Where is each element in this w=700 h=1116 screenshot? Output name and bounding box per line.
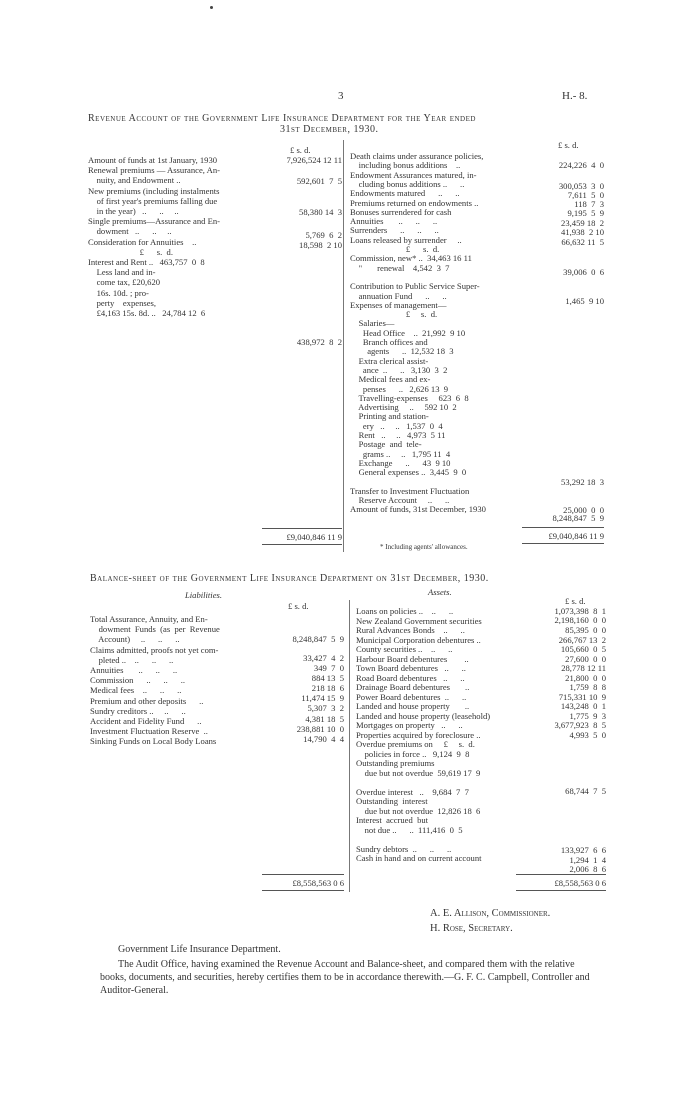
revenue-left-line: dowment .. .. .. xyxy=(88,226,172,237)
revenue-right-amount: 7,611 5 0 xyxy=(567,190,604,200)
audit-certificate: The Audit Office, having examined the Revenue Account and Balance-sheet, and compared them with the relative books, documents, and securities, hereby certifies them to be in accordance therewith.—G. F. C. Campbell, Controller and Auditor-General. xyxy=(100,959,590,996)
assets-line: Drainage Board debentures .. xyxy=(356,682,470,692)
revenue-right-amount: 39,006 0 6 xyxy=(563,267,604,277)
revenue-left-amount: 592,601 7 5 xyxy=(296,176,342,186)
liabilities-line: Investment Fluctuation Reserve .. xyxy=(90,726,208,737)
assets-line: Loans on policies .. .. .. xyxy=(356,606,454,616)
revenue-right-total: £9,040,846 11 9 xyxy=(548,531,604,541)
closing-department: Government Life Insurance Department. xyxy=(118,944,281,955)
revenue-right-line: £ s. d. xyxy=(350,244,440,254)
revenue-right-line: Expenses of management— xyxy=(350,299,447,310)
liabilities-line: Total Assurance, Annuity, and En- xyxy=(90,614,208,624)
assets-line: County securities .. .. .. xyxy=(356,644,453,654)
liabilities-amount: 33,427 4 2 xyxy=(303,653,344,663)
revenue-left-total-rule2 xyxy=(262,544,342,545)
revenue-right-line: Endowments matured .. .. xyxy=(350,188,460,199)
revenue-left-line: £ s. d. xyxy=(88,246,173,257)
revenue-right-line: Rent .. .. 4,973 5 11 xyxy=(350,430,446,440)
revenue-left-amount: 5,769 6 2 xyxy=(305,230,342,240)
revenue-right-line: Death claims under assurance policies, xyxy=(350,151,484,161)
revenue-right-line: Reserve Account .. .. xyxy=(350,495,450,506)
liabilities-amount: 4,381 18 5 xyxy=(305,714,344,724)
assets-amount: 2,198,160 0 0 xyxy=(554,615,606,625)
revenue-left-amount: 58,380 14 3 xyxy=(299,207,342,217)
revenue-right-line: agents .. 12,532 18 3 xyxy=(350,346,454,357)
liabilities-amount: 238,881 10 0 xyxy=(296,724,344,734)
liabilities-line: Annuities .. .. .. xyxy=(90,665,178,675)
liabilities-line: pleted .. .. .. .. xyxy=(90,654,174,665)
revenue-right-line: " renewal 4,542 3 7 xyxy=(350,262,450,273)
assets-line: Town Board debentures .. .. xyxy=(356,663,466,673)
revenue-right-line: annuation Fund .. .. xyxy=(350,290,447,301)
assets-col-header: £ s. d. xyxy=(565,596,586,606)
revenue-right-line: ance .. .. 3,130 3 2 xyxy=(350,364,448,375)
liabilities-header: Liabilities. xyxy=(185,590,223,600)
revenue-right-amount: 8,248,847 5 9 xyxy=(552,513,604,523)
liabilities-line: Medical fees .. .. .. xyxy=(90,685,182,696)
liabilities-amount: 11,474 15 9 xyxy=(301,693,344,703)
signature-commissioner: A. E. Allison, Commissioner. xyxy=(430,908,551,919)
liabilities-col-header: £ s. d. xyxy=(288,601,309,611)
assets-amount: 1,775 9 3 xyxy=(569,711,606,721)
revenue-left-line: Less land and in- xyxy=(88,267,156,278)
revenue-right-line: Bonuses surrendered for cash xyxy=(350,206,452,217)
revenue-right-line: Premiums returned on endowments .. xyxy=(350,197,479,208)
revenue-center-divider xyxy=(343,140,344,552)
assets-line: Rural Advances Bonds .. .. xyxy=(356,625,465,635)
liabilities-line: dowment Funds (as per Revenue xyxy=(90,624,220,635)
revenue-right-total-rule2 xyxy=(522,543,604,544)
revenue-right-line: Advertising .. 592 10 2 xyxy=(350,402,457,413)
revenue-right-line: Salaries— xyxy=(350,318,395,329)
page-number: 3 xyxy=(338,90,344,102)
revenue-left-amount: 7,926,524 12 11 xyxy=(286,155,342,165)
revenue-right-amount: 224,226 4 0 xyxy=(558,160,604,170)
revenue-left-line: nuity, and Endowment .. xyxy=(88,175,181,186)
assets-line: due but not overdue 12,826 18 6 xyxy=(356,805,481,816)
liabilities-amount: 8,248,847 5 9 xyxy=(292,634,344,644)
revenue-left-line: Interest and Rent .. 463,757 0 8 xyxy=(88,257,205,267)
balance-title: Balance-sheet of the Government Life Insurance Department on 31st December, 1930. xyxy=(90,573,489,584)
assets-line: Municipal Corporation debentures .. xyxy=(356,634,481,645)
revenue-left-line: come tax, £20,620 xyxy=(88,277,161,288)
revenue-right-line: Amount of funds, 31st December, 1930 xyxy=(350,504,486,515)
assets-line: Cash in hand and on current account xyxy=(356,853,482,863)
assets-line: Outstanding interest xyxy=(356,796,428,806)
revenue-right-line: Commission, new* .. 34,463 16 11 xyxy=(350,253,472,264)
revenue-right-line: Exchange .. 43 9 10 xyxy=(350,457,451,468)
revenue-right-line: General expenses .. 3,445 9 0 xyxy=(350,467,467,478)
revenue-left-line: 16s. 10d. ; pro- xyxy=(88,287,149,298)
assets-amount: 21,800 0 0 xyxy=(565,673,606,683)
revenue-right-line: Head Office .. 21,992 9 10 xyxy=(350,327,466,338)
revenue-right-line: Extra clerical assist- xyxy=(350,355,429,366)
revenue-left-amount: 18,598 2 10 xyxy=(299,240,342,250)
revenue-left-total-rule xyxy=(262,528,342,529)
assets-amount: 105,660 0 5 xyxy=(560,644,606,654)
revenue-left-line: £4,163 15s. 8d. .. 24,784 12 6 xyxy=(88,308,206,318)
assets-amount: 2,006 8 6 xyxy=(569,864,606,874)
assets-line: Power Board debentures .. .. xyxy=(356,691,467,702)
balance-center-divider xyxy=(349,600,350,892)
assets-amount: 1,073,398 8 1 xyxy=(554,606,606,616)
signature-secretary: H. Rose, Secretary. xyxy=(430,923,513,934)
liabilities-line: Accident and Fidelity Fund .. xyxy=(90,716,202,726)
document-reference: H.- 8. xyxy=(562,90,588,102)
revenue-right-line: Medical fees and ex- xyxy=(350,374,431,385)
liabilities-amount: 14,790 4 4 xyxy=(303,734,344,744)
assets-amount: 266,767 13 2 xyxy=(558,635,606,645)
revenue-right-amount: 41,938 2 10 xyxy=(561,227,604,237)
revenue-right-amount: 300,053 3 0 xyxy=(558,181,604,191)
revenue-right-line: including bonus additions .. xyxy=(350,160,461,171)
revenue-right-amount: 9,195 5 9 xyxy=(567,208,604,218)
revenue-right-amount: 53,292 18 3 xyxy=(561,477,604,487)
liabilities-amount: 349 7 0 xyxy=(313,663,344,673)
assets-total-rule2 xyxy=(516,890,606,891)
revenue-left-col-header: £ s. d. xyxy=(290,145,311,155)
assets-amount: 133,927 6 6 xyxy=(560,845,606,855)
assets-amount: 68,744 7 5 xyxy=(565,786,606,796)
revenue-left-line: Renewal premiums — Assurance, An- xyxy=(88,165,220,176)
assets-line: due but not overdue 59,619 17 9 xyxy=(356,767,481,778)
revenue-footnote: * Including agents' allowances. xyxy=(380,543,468,551)
assets-header: Assets. xyxy=(428,587,452,597)
liabilities-total-rule2 xyxy=(262,890,344,891)
assets-amount: 3,677,923 8 5 xyxy=(554,720,606,730)
revenue-title-date: 31st December, 1930. xyxy=(280,124,379,135)
revenue-left-line: Single premiums—Assurance and En- xyxy=(88,216,220,227)
assets-line: Interest accrued but xyxy=(356,815,429,825)
revenue-right-line: penses .. 2,626 13 9 xyxy=(350,383,449,394)
liabilities-line: Premium and other deposits .. xyxy=(90,695,204,706)
assets-line: not due .. .. 111,416 0 5 xyxy=(356,824,463,835)
assets-amount: 27,600 0 0 xyxy=(565,654,606,664)
revenue-right-line: Branch offices and xyxy=(350,337,428,347)
assets-line: policies in force .. 9,124 9 8 xyxy=(356,748,470,759)
revenue-right-line: Annuities .. .. .. xyxy=(350,216,438,227)
revenue-left-line: New premiums (including instalments xyxy=(88,185,220,196)
revenue-right-line: Contribution to Public Service Super- xyxy=(350,281,480,292)
assets-line: New Zealand Government securities xyxy=(356,615,482,626)
assets-line: Road Board debentures .. .. xyxy=(356,672,465,683)
assets-total-rule xyxy=(516,874,606,875)
assets-line: Landed and house property (leasehold) xyxy=(356,710,491,721)
revenue-right-line: Postage and tele- xyxy=(350,439,422,450)
assets-line: Sundry debtors .. .. .. xyxy=(356,843,452,854)
assets-line: Properties acquired by foreclosure .. xyxy=(356,729,481,740)
revenue-right-line: Printing and station- xyxy=(350,411,429,422)
assets-amount: 28,778 12 11 xyxy=(561,663,606,673)
revenue-right-amount: 118 7 3 xyxy=(574,199,604,209)
revenue-left-line: Amount of funds at 1st January, 1930 xyxy=(88,155,218,165)
revenue-right-total-rule xyxy=(522,527,604,528)
revenue-right-amount: 25,000 0 0 xyxy=(563,505,604,515)
revenue-right-amount: 66,632 11 5 xyxy=(561,237,604,247)
assets-line: Mortgages on property .. .. xyxy=(356,720,463,730)
revenue-right-line: £ s. d. xyxy=(350,309,438,320)
liabilities-amount: 218 18 6 xyxy=(311,683,344,693)
revenue-right-line: cluding bonus additions .. .. xyxy=(350,178,465,189)
revenue-left-line: in the year) .. .. .. xyxy=(88,206,179,216)
assets-amount: 1,759 8 8 xyxy=(569,682,606,692)
revenue-right-amount: 1,465 9 10 xyxy=(565,296,604,306)
liabilities-amount: 5,307 3 2 xyxy=(307,703,344,713)
revenue-right-line: Loans released by surrender .. xyxy=(350,234,462,245)
assets-total: £8,558,563 0 6 xyxy=(554,878,606,888)
revenue-left-total: £9,040,846 11 9 xyxy=(286,532,342,542)
revenue-left-amount: 438,972 8 2 xyxy=(296,337,342,347)
revenue-right-line: Endowment Assurances matured, in- xyxy=(350,169,477,180)
assets-amount: 4,993 5 0 xyxy=(569,730,606,740)
liabilities-line: Sinking Funds on Local Body Loans xyxy=(90,736,217,747)
assets-line: Landed and house property .. xyxy=(356,701,470,711)
liabilities-line: Commission .. .. .. xyxy=(90,675,186,686)
revenue-right-line: Travelling-expenses 623 6 8 xyxy=(350,392,469,403)
liabilities-total-rule xyxy=(262,874,344,875)
revenue-left-line: perty expenses, xyxy=(88,297,157,308)
revenue-title: Revenue Account of the Government Life Insurance Department for the Year ended xyxy=(88,113,476,124)
liabilities-line: Claims admitted, proofs not yet com- xyxy=(90,644,219,655)
liabilities-total: £8,558,563 0 6 xyxy=(292,878,344,888)
assets-amount: 143,248 0 1 xyxy=(560,701,606,711)
revenue-right-amount: 23,459 18 2 xyxy=(561,218,604,228)
liabilities-amount: 884 13 5 xyxy=(311,673,344,683)
assets-line: Overdue premiums on £ s. d. xyxy=(356,739,475,749)
liabilities-line: Account) .. .. .. xyxy=(90,634,180,645)
assets-line: Overdue interest .. 9,684 7 7 xyxy=(356,786,469,797)
speck-mark xyxy=(210,6,213,9)
revenue-right-line: grams .. .. 1,795 11 4 xyxy=(350,448,451,459)
assets-amount: 85,395 0 0 xyxy=(565,625,606,635)
assets-amount: 1,294 1 4 xyxy=(569,855,606,865)
revenue-left-line: of first year's premiums falling due xyxy=(88,195,218,206)
revenue-right-line: Transfer to Investment Fluctuation xyxy=(350,485,470,496)
revenue-right-col-header: £ s. d. xyxy=(558,140,579,150)
assets-amount: 715,331 10 9 xyxy=(558,692,606,702)
revenue-right-line: ery .. .. 1,537 0 4 xyxy=(350,420,443,431)
revenue-right-line: Surrenders .. .. .. xyxy=(350,225,439,236)
assets-line: Outstanding premiums xyxy=(356,758,435,768)
liabilities-line: Sundry creditors .. .. .. xyxy=(90,705,186,716)
assets-line: Harbour Board debentures .. xyxy=(356,653,469,664)
revenue-left-line: Consideration for Annuities .. xyxy=(88,236,197,247)
